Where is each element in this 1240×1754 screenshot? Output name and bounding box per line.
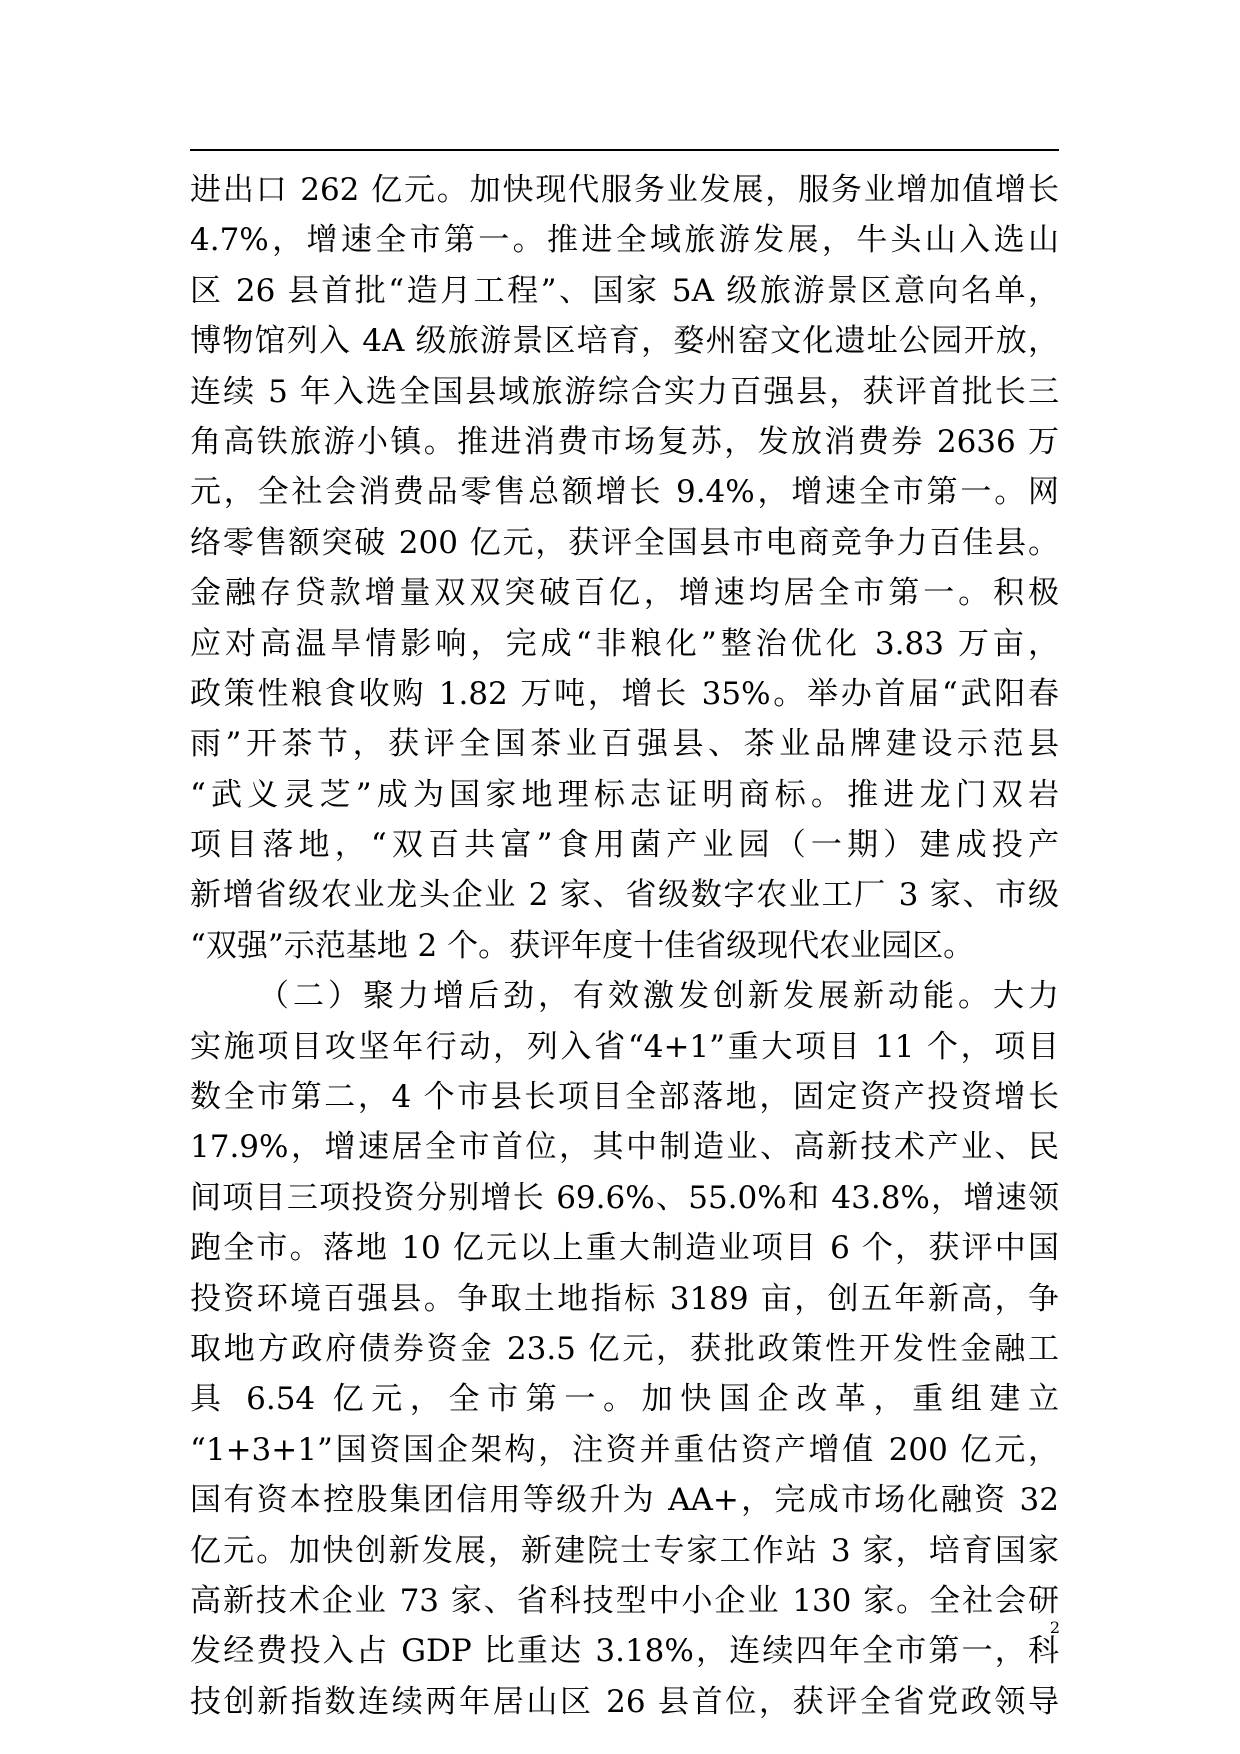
text-line: 投资环境百强县。争取土地指标 3189 亩，创五年新高，争 xyxy=(190,1280,1059,1317)
text-line: 金融存贷款增量双双突破百亿，增速均居全市第一。积极 xyxy=(190,575,1059,612)
text-line: 高新技术企业 73 家、省科技型中小企业 130 家。全社会研 xyxy=(190,1582,1059,1619)
text-line: 新增省级农业龙头企业 2 家、省级数字农业工厂 3 家、市级 xyxy=(190,877,1059,914)
text-line-paragraph-start: （二）聚力增后劲，有效激发创新发展新动能。大力 xyxy=(258,978,1059,1015)
text-line: 技创新指数连续两年居山区 26 县首位，获评全省党政领导 xyxy=(190,1683,1059,1720)
text-line: 络零售额突破 200 亿元，获评全国县市电商竞争力百佳县。 xyxy=(190,524,1059,561)
text-line: 进出口 262 亿元。加快现代服务业发展，服务业增加值增长 xyxy=(190,172,1059,208)
text-line: “1+3+1”国资国企架构，注资并重估资产增值 200 亿元， xyxy=(190,1431,1059,1468)
text-line: 国有资本控股集团信用等级升为 AA+，完成市场化融资 32 xyxy=(190,1482,1059,1519)
text-line: 元，全社会消费品零售总额增长 9.4%，增速全市第一。网 xyxy=(190,474,1059,511)
text-line: 亿元。加快创新发展，新建院士专家工作站 3 家，培育国家 xyxy=(190,1532,1059,1569)
text-line: 跑全市。落地 10 亿元以上重大制造业项目 6 个，获评中国 xyxy=(190,1230,1059,1267)
text-line: 取地方政府债券资金 23.5 亿元，获批政策性开发性金融工 xyxy=(190,1330,1059,1367)
text-line: 发经费投入占 GDP 比重达 3.18%，连续四年全市第一，科 xyxy=(190,1633,1059,1670)
body-text xyxy=(190,165,1059,1727)
text-line: 角高铁旅游小镇。推进消费市场复苏，发放消费券 2636 万 xyxy=(190,423,1059,460)
page-number: 2 xyxy=(1049,1618,1060,1637)
text-line: 项目落地，“双百共富”食用菌产业园（一期）建成投产 xyxy=(190,827,1059,864)
text-line: 4.7%，增速全市第一。推进全域旅游发展，牛头山入选山 xyxy=(190,222,1059,259)
text-line: “双强”示范基地 2 个。获评年度十佳省级现代农业园区。 xyxy=(190,927,975,964)
text-line: 博物馆列入 4A 级旅游景区培育，婺州窑文化遗址公园开放， xyxy=(190,323,1059,360)
text-line: 政策性粮食收购 1.82 万吨，增长 35%。举办首届“武阳春 xyxy=(190,675,1059,712)
text-line: 间项目三项投资分别增长 69.6%、55.0%和 43.8%，增速领 xyxy=(190,1179,1059,1216)
text-line: 区 26 县首批“造月工程”、国家 5A 级旅游景区意向名单， xyxy=(190,272,1059,309)
text-line: 具 6.54 亿元，全市第一。加快国企改革，重组建立 xyxy=(190,1381,1059,1418)
text-line: 应对高温旱情影响，完成“非粮化”整治优化 3.83 万亩， xyxy=(190,625,1059,662)
text-line: 连续 5 年入选全国县域旅游综合实力百强县，获评首批长三 xyxy=(190,373,1059,410)
header-rule xyxy=(190,149,1059,151)
text-line: “武义灵芝”成为国家地理标志证明商标。推进龙门双岩 xyxy=(190,776,1059,813)
text-line: 雨”开茶节，获评全国茶业百强县、茶业品牌建设示范县 xyxy=(190,726,1059,763)
text-line: 17.9%，增速居全市首位，其中制造业、高新技术产业、民 xyxy=(190,1129,1059,1166)
text-line: 实施项目攻坚年行动，列入省“4+1”重大项目 11 个，项目 xyxy=(190,1028,1059,1065)
text-line: 数全市第二，4 个市县长项目全部落地，固定资产投资增长 xyxy=(190,1079,1059,1116)
